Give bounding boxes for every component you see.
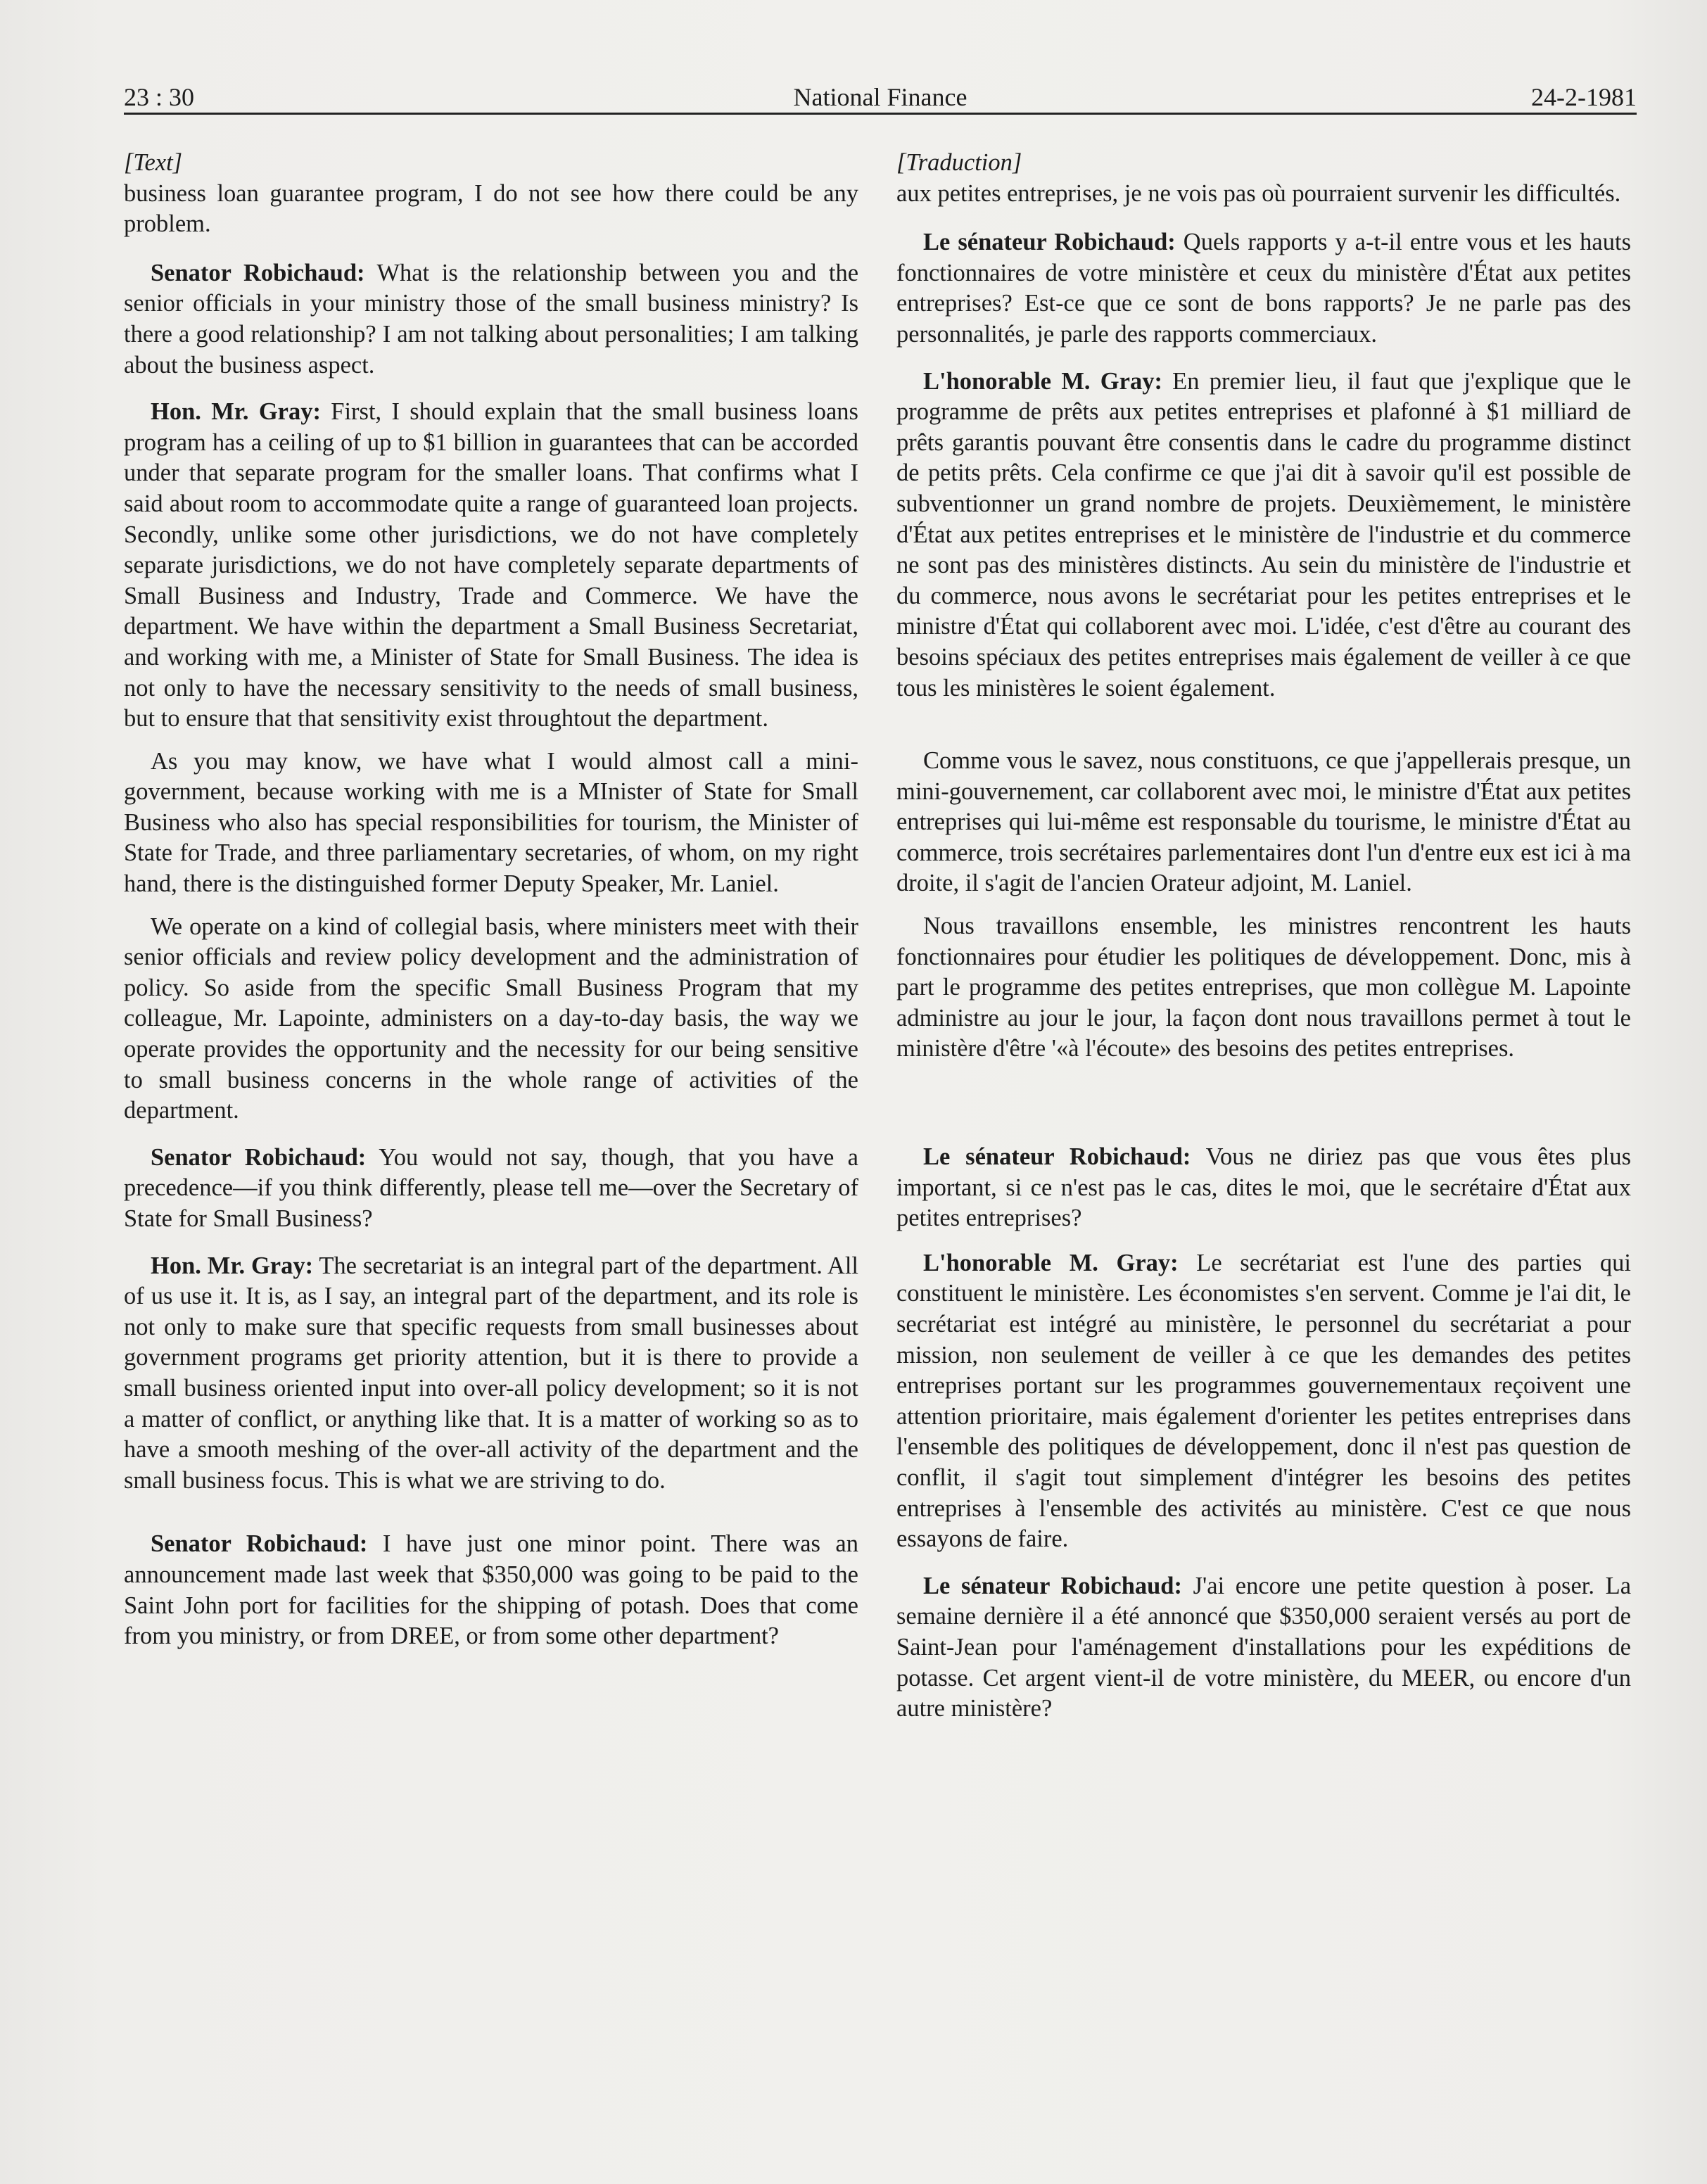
speaker-name: Senator Robichaud:: [151, 259, 365, 286]
speech-text: Vous ne diriez pas que vous êtes plus important, si ce n'est pas le cas, dites le moi, que le secrétaire d'État aux petites entreprises?: [896, 1143, 1631, 1232]
speech-text: J'ai encore une petite question à poser. La semaine dernière il a été annoncé que $350,000 seraient versés au port de Saint-Jean pour l'aménagement d'installations pour les expéditions de potasse. Cet argent vient-il de votre ministère, du MEER, ou encore d'un autre ministère?: [896, 1572, 1632, 1722]
speech-text: What is the relationship between you and the senior officials in your ministry those of the small business ministry? Is there a good relationship? I am not talking about personalities; I am talking about the business aspect.: [124, 259, 859, 379]
paragraph: Comme vous le savez, nous constituons, ce que j'appellerais presque, un mini-gouvernement, car collaborent avec moi, le ministre d'État aux petites entreprises qui lui-même est responsable du tourisme, le ministre d'État au commerce, trois secrétaires parlementaires dont l'un d'entre eux est ici à ma droite, il s'agit de l'ancien Orateur adjoint, M. Laniel.: [896, 747, 1631, 897]
english-column: [124, 148, 858, 1652]
speaker-name: Le sénateur Robichaud:: [923, 1572, 1182, 1599]
page-header: [124, 79, 1637, 115]
paragraph: [896, 367, 1631, 704]
paragraph: [124, 1143, 858, 1235]
speaker-name: Senator Robichaud:: [151, 1530, 368, 1558]
paragraph: As you may know, we have what I would almost call a mini-government, because working with me is a MInister of State for Small Business who also has special responsibilities for tourism, the Minister of State for Trade, and three parliamentary secretaries, of whom, on my right hand, there is the distinguished former Deputy Speaker, Mr. Laniel.: [124, 747, 858, 898]
speaker-name: Hon. Mr. Gray:: [151, 398, 321, 426]
paragraph: [124, 397, 858, 735]
page-number: 23 : 30: [124, 83, 195, 111]
speech-text: First, I should explain that the small business loans program has a ceiling of up to $1 billion in guarantees that can be accorded under that separate program for the smaller loans. That confirms what I said about room to accommodate quite a range of guaranteed loan projects. Secondly, unlike some other jurisdictions, we do not have completely separate jurisdictions, we do not have completely separate departments of Small Business and Industry, Trade and Commerce. We have the department. We have within the department a Small Business Secretariat, and working with me, a Minister of State for Small Business. The idea is not only to have the necessary sensitivity to the needs of small business, but to ensure that that sensitivity exist throughtout the department.: [124, 398, 858, 732]
paragraph: [896, 1571, 1631, 1725]
column-label: [Traduction]: [896, 149, 1022, 176]
speaker-name: Hon. Mr. Gray:: [151, 1252, 314, 1279]
paragraph: [896, 227, 1631, 350]
column-label: [Text]: [124, 149, 183, 176]
paragraph: [896, 1248, 1631, 1555]
paragraph: [124, 1529, 858, 1651]
paragraph: [124, 1251, 858, 1497]
running-title: National Finance: [793, 83, 967, 111]
paragraph: [124, 258, 858, 381]
speaker-name: L'honorable M. Gray:: [923, 367, 1162, 395]
speech-text: Quels rapports y a-t-il entre vous et les hauts fonctionnaires de votre ministère et ceux du ministère d'État aux petites entreprises? Est-ce que ce sont de bons rapports? Je ne parle pas des personnalités, je parle des rapports commerciaux.: [896, 229, 1631, 348]
speaker-name: Le sénateur Robichaud:: [923, 229, 1176, 256]
speaker-name: Senator Robichaud:: [151, 1143, 367, 1171]
paragraph: business loan guarantee program, I do not see how there could be any problem.: [124, 179, 858, 238]
speech-text: En premier lieu, il faut que j'explique que le programme de prêts aux petites entreprises et plafonné à $1 milliard de prêts garantis pouvant être consentis dans le cadre du programme distinct de petits prêts. Cela confirme ce que j'ai dit à savoir qu'il est possible de subventionner un grand nombre de projets. Deuxièmement, le ministère d'État aux petites entreprises et le ministère de l'industrie et du commerce ne sont pas des ministères distincts. Au sein du ministère de l'industrie et du commerce, nous avons le secrétariat pour les petites entreprises et le ministre d'État qui collaborent avec moi. L'idée, c'est d'être au courant des besoins spéciaux des petites entreprises mais également de veiller à ce que tous les ministères le soient également.: [896, 367, 1631, 701]
french-column: [896, 148, 1631, 1725]
header-rule: [124, 113, 1637, 115]
speaker-name: Le sénateur Robichaud:: [923, 1143, 1191, 1171]
speech-text: The secretariat is an integral part of the department. All of us use it. It is, as I say, an integral part of the department, and its role is not only to make sure that specific requests from small businesses about government programs get priority attention, but it is there to provide a small business oriented input into over-all policy development; so it is not a matter of conflict, or anything like that. It is a matter of working so as to have a smooth meshing of the over-all activity of the department and the small business focus. This is what we are striving to do.: [124, 1252, 858, 1494]
speech-text: I have just one minor point. There was an announcement made last week that $350,000 was going to be paid to the Saint John port for facilities for the shipping of potash. Does that come from you ministry, or from DREE, or from some other department?: [124, 1530, 858, 1650]
paragraph: We operate on a kind of collegial basis, where ministers meet with their senior officials and review policy development and the administration of policy. So aside from the specific Small Business Program that my colleague, Mr. Lapointe, administers on a day-to-day basis, the way we operate provides the opportunity and the necessity for our being sensitive to small business concerns in the whole range of activities of the department.: [124, 913, 858, 1124]
paragraph: [896, 1142, 1631, 1234]
speech-text: You would not say, though, that you have a precedence—if you think differently, please tell me—over the Secretary of State for Small Business?: [124, 1143, 858, 1232]
header-date: 24-2-1981: [1531, 83, 1637, 111]
speaker-name: L'honorable M. Gray:: [923, 1249, 1179, 1276]
paragraph: Nous travaillons ensemble, les ministres rencontrent les hauts fonctionnaires pour étudier les politiques de développement. Donc, mis à part le programme des petites entreprises, que mon collègue M. Lapointe administre au jour le jour, la façon dont nous travaillons permet à tout le ministère d'être '«à l'écoute» des besoins des petites entreprises.: [896, 913, 1631, 1062]
speech-text: Le secrétariat est l'une des parties qui constituent le ministère. Les économistes s'en servent. Comme je l'ai dit, le secrétariat est intégré au ministère, le personnel du secrétariat a pour mission, non seulement de veiller à ce que les demandes des petites entreprises portant sur les programmes gouvernementaux reçoivent une attention prioritaire, mais également d'orienter les petites entreprises dans l'ensemble des politiques de développement, donc il n'est pas question de conflit, il s'agit tout simplement d'intégrer les besoins des petites entreprises à l'ensemble des activités au ministère. C'est ce que nous essayons de faire.: [896, 1249, 1631, 1553]
paragraph: aux petites entreprises, je ne vois pas où pourraient survenir les difficultés.: [896, 179, 1621, 207]
